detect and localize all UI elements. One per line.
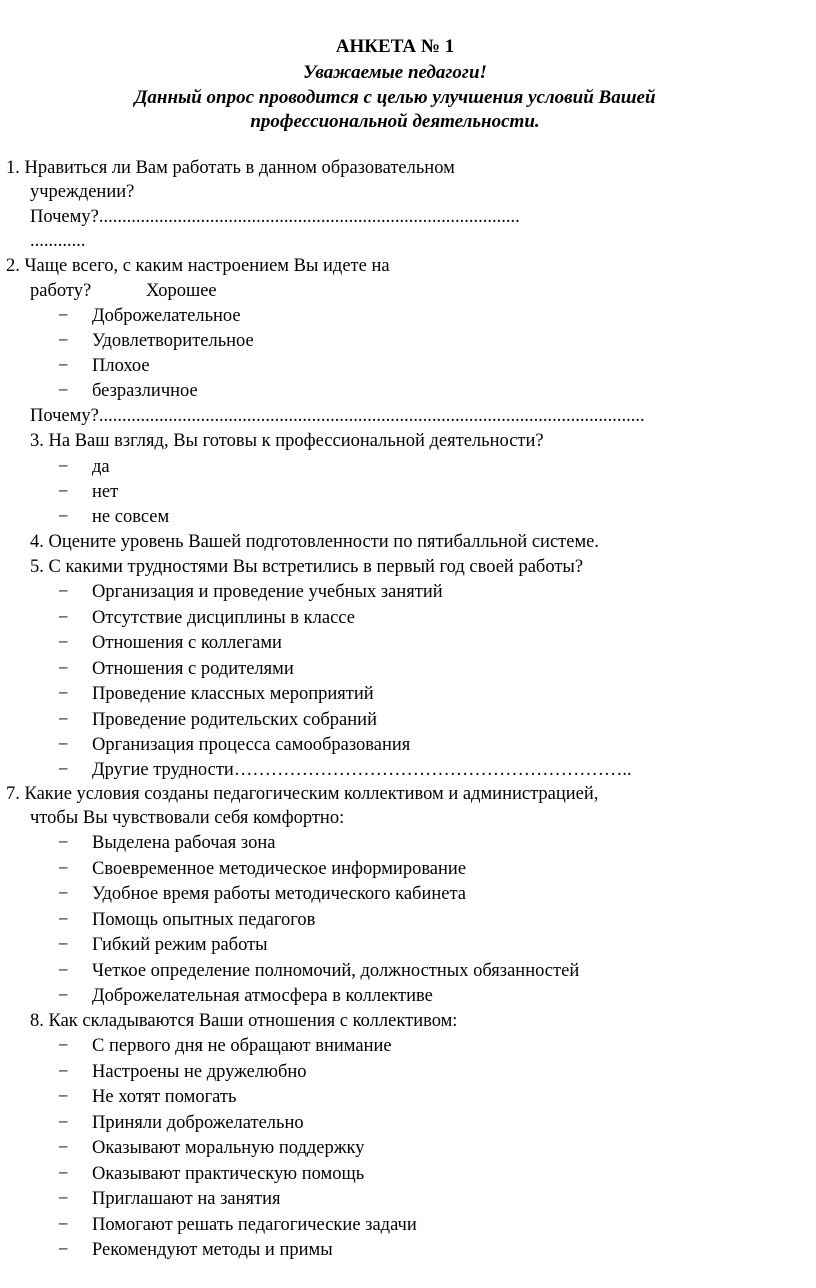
greeting: Уважаемые педагоги!: [303, 62, 487, 83]
purpose-line-1: Данный опрос проводится с целью улучшения условий Вашей: [134, 87, 656, 108]
purpose-text: [0, 86, 790, 134]
list-item-label: Своевременное методическое информирование: [92, 859, 467, 879]
q7-line-2: чтобы Вы чувствовали себя комфортно:: [30, 808, 345, 828]
q8-text: 8. Как складываются Ваши отношения с коллективом:: [30, 1011, 458, 1031]
list-item-label: Доброжелательная атмосфера в коллективе: [92, 986, 433, 1006]
list-item-label: Гибкий режим работы: [92, 935, 268, 955]
dash-marker: −: [58, 859, 69, 879]
dash-marker: −: [58, 735, 69, 755]
dash-marker: −: [58, 1138, 69, 1158]
list-item-label: Проведение классных мероприятий: [92, 684, 374, 704]
list-item-label: Отсутствие дисциплины в классе: [92, 608, 355, 628]
dash-marker: −: [58, 710, 69, 730]
dash-marker: −: [58, 884, 69, 904]
list-item-label: Приглашают на занятия: [92, 1189, 281, 1209]
q2-line-2: работу?: [30, 281, 92, 301]
list-item-label: Организация процесса самообразования: [92, 735, 411, 755]
dash-marker: −: [58, 961, 69, 981]
list-item-label: Не хотят помогать: [92, 1087, 237, 1107]
q1-why: Почему?...........................................................................................: [30, 207, 520, 227]
q4-text: 4. Оцените уровень Вашей подготовленности по пятибалльной системе.: [30, 532, 599, 552]
dash-marker: −: [58, 306, 69, 326]
dash-marker: −: [58, 1036, 69, 1056]
list-item-label: Четкое определение полномочий, должностных обязанностей: [92, 961, 580, 981]
dash-marker: −: [58, 833, 69, 853]
q1-line-1: 1. Нравиться ли Вам работать в данном образовательном: [6, 158, 455, 178]
q5-text: 5. С какими трудностями Вы встретились в первый год своей работы?: [30, 557, 584, 577]
list-item-label: Доброжелательное: [92, 306, 241, 326]
list-item-label: нет: [92, 482, 119, 502]
q2-line-1: 2. Чаще всего, с каким настроением Вы идете на: [6, 256, 390, 276]
q7-line-1: 7. Какие условия созданы педагогическим коллективом и администрацией,: [6, 784, 599, 804]
q2-first-option: Хорошее: [146, 281, 217, 301]
dash-marker: −: [58, 507, 69, 527]
list-item-label: Помогают решать педагогические задачи: [92, 1215, 417, 1235]
list-item-label: не совсем: [92, 507, 170, 527]
dash-marker: −: [58, 633, 69, 653]
q2-why: Почему?......................................................................................................................: [30, 406, 645, 426]
list-item-label: Удовлетворительное: [92, 331, 254, 351]
q1-line-2: учреждении?: [30, 182, 135, 202]
list-item-label: безразличное: [92, 381, 198, 401]
list-item-label: Отношения с коллегами: [92, 633, 282, 653]
dash-marker: −: [58, 482, 69, 502]
list-item-label: да: [92, 457, 110, 477]
list-item-label: Настроены не дружелюбно: [92, 1062, 307, 1082]
dash-marker: −: [58, 1062, 69, 1082]
dash-marker: −: [58, 457, 69, 477]
list-item-label: Приняли доброжелательно: [92, 1113, 304, 1133]
dash-marker: −: [58, 582, 69, 602]
dash-marker: −: [58, 608, 69, 628]
dash-marker: −: [58, 1189, 69, 1209]
dash-marker: −: [58, 1087, 69, 1107]
list-item-label: Оказывают практическую помощь: [92, 1164, 365, 1184]
dash-marker: −: [58, 659, 69, 679]
dash-marker: −: [58, 356, 69, 376]
dash-marker: −: [58, 986, 69, 1006]
list-item-label: Проведение родительских собраний: [92, 710, 377, 730]
dash-marker: −: [58, 381, 69, 401]
list-item-label: Удобное время работы методического кабинета: [92, 884, 466, 904]
dash-marker: −: [58, 910, 69, 930]
page-title: АНКЕТА № 1: [335, 36, 455, 57]
list-item-label: Оказывают моральную поддержку: [92, 1138, 365, 1158]
list-item-label: Рекомендуют методы и примы: [92, 1240, 333, 1260]
list-item-label: Выделена рабочая зона: [92, 833, 276, 853]
dash-marker: −: [58, 935, 69, 955]
list-item-label: Другие трудности………………………………………………………..: [92, 760, 632, 780]
list-item-label: Организация и проведение учебных занятий: [92, 582, 443, 602]
list-item-label: Плохое: [92, 356, 150, 376]
dash-marker: −: [58, 1113, 69, 1133]
dash-marker: −: [58, 1215, 69, 1235]
dash-marker: −: [58, 331, 69, 351]
q3-text: 3. На Ваш взгляд, Вы готовы к профессиональной деятельности?: [30, 431, 544, 451]
list-item-label: Помощь опытных педагогов: [92, 910, 316, 930]
dash-marker: −: [58, 760, 69, 780]
dash-marker: −: [58, 1240, 69, 1260]
dash-marker: −: [58, 1164, 69, 1184]
list-item-label: С первого дня не обращают внимание: [92, 1036, 392, 1056]
purpose-line-2: профессиональной деятельности.: [250, 111, 540, 132]
q1-why-cont: ............: [30, 231, 86, 251]
list-item-label: Отношения с родителями: [92, 659, 294, 679]
dash-marker: −: [58, 684, 69, 704]
